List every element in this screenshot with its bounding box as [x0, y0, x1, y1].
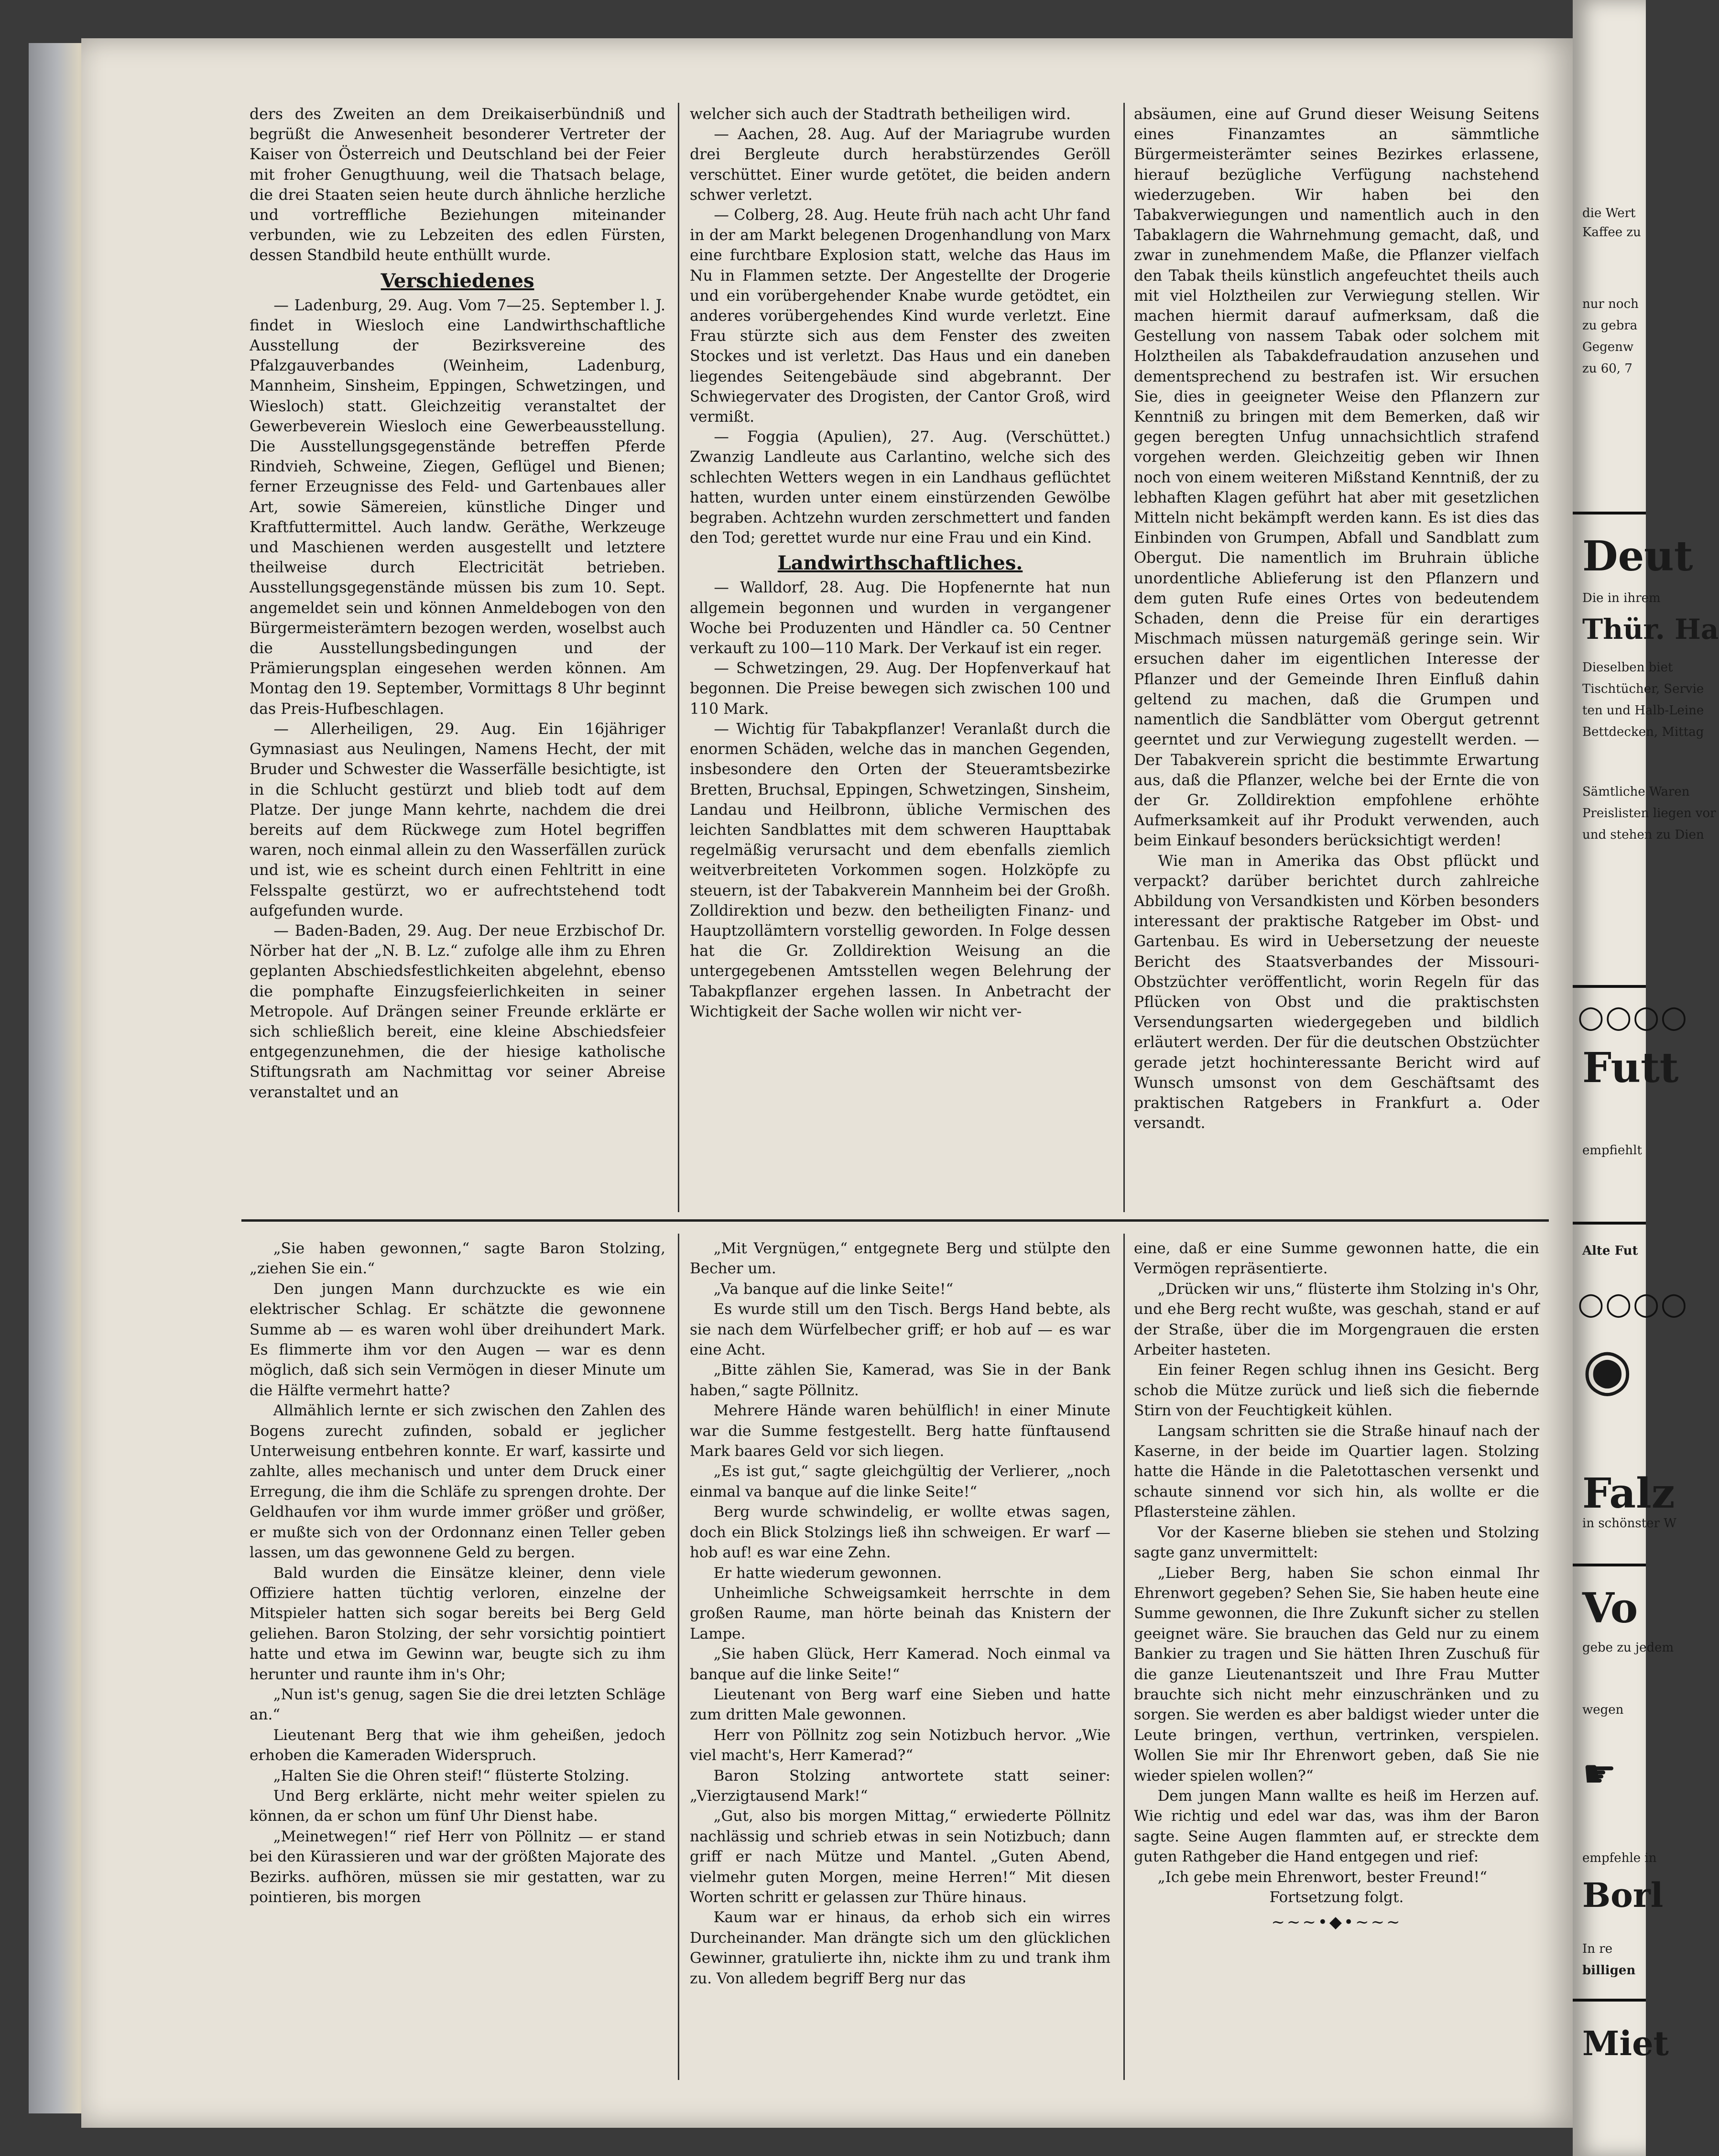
ad-text: Dieselben biet	[1582, 660, 1673, 675]
story-paragraph: Vor der Kaserne blieben sie stehen und Stolzing sagte ganz unvermittelt:	[1134, 1523, 1539, 1562]
ad-text: empfehle in	[1582, 1851, 1657, 1865]
article-tabakpflanzer: — Wichtig für Tabakpflanzer! Veranlaßt durch die enormen Schäden, welche das in manchen Gegenden, insbesondere den Orten der Steueramtsbezirke Bretten, Bruchsal, Eppingen, Schwetzingen, Sinsheim, Landau und Heilbronn, übliche Vermischen des leichten Sandblattes mit dem schweren Haupttabak regelmäßig verursacht und dem ebenfalls ziemlich weitverbreiteten Vorkommen sogen. Holzköpfe zu steuern, ist der Tabakverein Mannheim bei der Großh. Zolldirektion und bezw. den betheiligten Finanz- und Hauptzollämtern vorstellig geworden. In Folge dessen hat die Gr. Zolldirektion Weisung an die untergegebenen Amtsstellen wegen Belehrung der Tabakpflanzer ergehen lassen. In Anbetracht der Wichtigkeit der Sache wollen wir nicht ver-	[690, 720, 1110, 1020]
ad-border-circles: ○○○○	[1578, 1286, 1688, 1322]
ad-text: billigen	[1582, 1963, 1636, 1978]
story-paragraph: Er hatte wiederum gewonnen.	[713, 1564, 942, 1582]
story-paragraph: Es wurde still um den Tisch. Bergs Hand bebte, als sie nach dem Würfelbecher griff; er hob auf — es war eine Acht.	[690, 1301, 1110, 1359]
ad-text: zu gebra	[1582, 318, 1638, 333]
story-paragraph: „Drücken wir uns,“ flüsterte ihm Stolzing in's Ohr, und ehe Berg recht wußte, was geschah, stand er auf der Straße, über die im Morgengrauen die ersten Arbeiter hasteten.	[1134, 1280, 1539, 1359]
feuilleton-column-3	[1134, 1238, 1539, 2085]
column-rule-2	[1123, 103, 1125, 1212]
ad-text: gebe zu jedem	[1582, 1641, 1674, 1655]
feuilleton-divider	[241, 1219, 1549, 1222]
ad-heading: Borl	[1582, 1875, 1664, 1915]
ad-heading: Thür. Ha	[1582, 613, 1719, 646]
ad-text: die Wert	[1582, 206, 1636, 220]
story-paragraph: Kaum war er hinaus, da erhob sich ein wirres Durcheinander. Man drängte sich um den glücklichen Gewinner, gratulierte ihn, nickte ihm zu und trank ihm zu. Von alledem begriff Berg nur das	[690, 1909, 1110, 1987]
ad-text: Die in ihrem	[1582, 591, 1661, 605]
story-paragraph: Mehrere Hände waren behülflich! in einer Minute war die Summe festgestellt. Berg hatte fünftausend Mark baares Geld vor sich liegen.	[690, 1402, 1110, 1460]
article-allerheiligen: — Allerheiligen, 29. Aug. Ein 16jähriger Gymnasiast aus Neulingen, Namens Hecht, der mit Bruder und Schwester die Wasserfälle besichtigte, ist in die Schlucht gestürzt und blieb todt auf dem Platze. Der junge Mann kehrte, nachdem die drei bereits auf dem Rückwege zum Hotel begriffen waren, noch einmal allein zu den Wasserfällen zurück und ist, wie es scheint durch einen Fehltritt in eine Felsspalte gestürzt, wo er aufrechtstehend todt aufgefunden wurde.	[250, 720, 665, 919]
ad-heading: Falz	[1582, 1469, 1675, 1518]
continuation-note: Fortsetzung folgt.	[1269, 1889, 1404, 1906]
story-paragraph: „Gut, also bis morgen Mittag,“ erwiederte Pöllnitz nachlässig und schrieb etwas in sein Notizbuch; dann griff er nach Mütze und Mantel. „Guten Abend, vielmehr guten Morgen, meine Herren!“ Mit diesen Worten schritt er gelassen zur Thüre hinaus.	[690, 1807, 1110, 1906]
article-foggia: — Foggia (Apulien), 27. Aug. (Verschüttet.) Zwanzig Landleute aus Carlantino, welche sich des schlechten Wetters wegen in ein Landhaus geflüchtet hatten, wurden unter einem einstürzenden Gewölbe begraben. Achtzehn wurden zerschmettert und fanden den Tod; gerettet wurde nur eine Frau und ein Kind.	[690, 428, 1110, 547]
article-continuation: welcher sich auch der Stadtrath betheiligen wird.	[690, 106, 1071, 123]
ad-heading: Vo	[1582, 1584, 1638, 1632]
story-paragraph: „Bitte zählen Sie, Kamerad, was Sie in der Bank haben,“ sagte Pöllnitz.	[690, 1361, 1110, 1399]
ad-text: empfiehlt	[1582, 1143, 1642, 1158]
story-paragraph: Berg wurde schwindelig, er wollte etwas sagen, doch ein Blick Stolzings ließ ihn schweigen. Er warf — hob auf! es war eine Zehn.	[690, 1503, 1110, 1562]
article-continuation: absäumen, eine auf Grund dieser Weisung Seitens eines Finanzamtes an sämmtliche Bürgermeisterämter seines Bezirkes erlassene, hierauf bezügliche Verfügung nachstehend wiederzugeben. Wir haben bei den Tabakverwiegungen und namentlich auch in den Tabaklagern die Wahrnehmung gemacht, daß, und zwar in zunehmendem Maße, die Pflanzer vielfach den Tabak theils künstlich angefeuchtet theils auch mit viel Holztheilen zur Verwiegung stellen. Wir machen hiermit darauf aufmerksam, daß die Gestellung von nassem Tabak oder solchem mit Holztheilen als Tabakdefraudation anzusehen und dementsprechend zu bestrafen ist. Wir ersuchen Sie, dies in geeigneter Weise den Pflanzern zur Kenntniß zu bringen mit dem Bemerken, daß wir gegen beregten Unfug unnachsichtlich strafend vorgehen werden. Gleichzeitig geben wir Ihnen noch von einem weiteren Mißstand Kenntniß, der zu lebhaften Klagen geführt hat aber mit gesetzlichen Mitteln nicht bekämpft werden kann. Es ist dies das Einbinden von Grumpen, Abfall und Sandblatt zum Obergut. Die namentlich im Bruhrain übliche unordentliche Ablieferung ist den Pflanzern und dem guten Rufe eines Ortes von bedeutendem Schaden, denn die Preise für ein derartiges Mischmach müssen naturgemäß geringe sein. Wir ersuchen daher im eigentlichen Interesse der Pflanzer und der Gemeinde Ihren Einfluß dahin geltend zu machen, daß die Grumpen und namentlich die Sandblätter vom Obergut getrennt geerntet und zur Verwiegung zugestellt werden. — Der Tabakverein spricht die bestimmte Erwartung aus, daß die Pflanzer, welche bei der Ernte die von der Gr. Zolldirektion empfohlene erhöhte Aufmerksamkeit auf ihr Produkt verwenden, auch beim Einkauf besonders berücksichtigt werden!	[1134, 106, 1539, 850]
ad-rule	[1573, 1999, 1646, 2002]
ad-heading: Miet	[1582, 2024, 1669, 2063]
story-paragraph: Lieutenant Berg that wie ihm geheißen, jedoch erhoben die Kameraden Widerspruch.	[250, 1726, 665, 1764]
story-paragraph: „Es ist gut,“ sagte gleichgültig der Verlierer, „noch einmal va banque auf die linke Seite!“	[690, 1463, 1110, 1500]
column-rule-4	[1123, 1234, 1125, 2080]
ad-border-circles: ○○○○	[1578, 999, 1688, 1035]
story-paragraph: Und Berg erklärte, nicht mehr weiter spielen zu können, da er schon um fünf Uhr Dienst habe.	[250, 1787, 665, 1825]
feuilleton-column-2	[690, 1238, 1110, 2085]
ad-text: Preislisten liegen vor	[1582, 806, 1716, 821]
story-paragraph: „Halten Sie die Ohren steif!“ flüsterte Stolzing.	[273, 1767, 630, 1784]
ad-text: Sämtliche Waren	[1582, 785, 1690, 799]
ad-text: nur noch	[1582, 297, 1639, 311]
ad-heading: Futt	[1582, 1044, 1679, 1092]
ad-text: und stehen zu Dien	[1582, 828, 1704, 842]
ad-text: Alte Fut	[1582, 1244, 1638, 1258]
ad-rule	[1573, 1222, 1646, 1225]
ad-text: Gegenw	[1582, 340, 1634, 354]
adjacent-page-ads	[1573, 0, 1719, 2156]
news-column-2	[690, 104, 1110, 1209]
column-rule-3	[678, 1234, 679, 2080]
story-paragraph: Lieutenant von Berg warf eine Sieben und hatte zum dritten Male gewonnen.	[690, 1685, 1110, 1724]
article-walldorf: — Walldorf, 28. Aug. Die Hopfenernte hat nun allgemein begonnen und wurden in vergangener Woche bei Produzenten und Händler ca. 50 Centner verkauft zu 100—110 Mark. Der Verkauf ist ein reger.	[690, 579, 1110, 657]
story-paragraph: Baron Stolzing antwortete statt seiner: „Vierzigtausend Mark!“	[690, 1767, 1110, 1805]
ad-text: ten und Halb-Leine	[1582, 703, 1704, 718]
feuilleton-column-1	[250, 1238, 665, 2085]
article-schwetzingen: — Schwetzingen, 29. Aug. Der Hopfenverkauf hat begonnen. Die Preise bewegen sich zwischen 100 und 110 Mark.	[690, 660, 1110, 718]
ornament-divider: ~~~•◆•~~~	[1271, 1913, 1402, 1932]
story-paragraph: Ein feiner Regen schlug ihnen ins Gesicht. Berg schob die Mütze zurück und ließ sich die fiebernde Stirn von der Feuchtigkeit kühlen.	[1134, 1361, 1539, 1420]
article-aachen: — Aachen, 28. Aug. Auf der Mariagrube wurden drei Bergleute durch herabstürzendes Geröll verschüttet. Einer wurde getötet, die beiden andern schwer verletzt.	[690, 126, 1110, 204]
story-paragraph: Unheimliche Schweigsamkeit herrschte in dem großen Raume, man hörte beinah das Knistern der Lampe.	[690, 1584, 1110, 1642]
section-heading-landwirthschaftliches: Landwirthschaftliches.	[777, 552, 1023, 575]
ad-text: in schönster W	[1582, 1516, 1676, 1531]
column-rule-1	[678, 103, 679, 1212]
story-paragraph: „Meinetwegen!“ rief Herr von Pöllnitz — er stand bei den Kürassieren und war der größten Majorate des Bezirks. aufhören, müssen sie mir gestatten, war zu pointieren, bis morgen	[250, 1828, 665, 1906]
news-column-3	[1134, 104, 1539, 1209]
story-paragraph: Herr von Pöllnitz zog sein Notizbuch hervor. „Wie viel macht's, Herr Kamerad?“	[690, 1726, 1110, 1764]
story-paragraph: „Va banque auf die linke Seite!“	[713, 1280, 954, 1298]
ad-rule	[1573, 985, 1646, 988]
ad-emblem-icon: ◉	[1582, 1336, 1632, 1403]
ad-heading: Deut	[1582, 532, 1693, 580]
story-paragraph: Langsam schritten sie die Straße hinauf nach der Kaserne, in der beide im Quartier lagen. Stolzing hatte die Hände in die Paletottaschen versenkt und schaute sinnend vor sich hin, als wollte er die Pflastersteine zählen.	[1134, 1422, 1539, 1521]
ad-text: zu 60, 7	[1582, 361, 1632, 376]
ad-text: wegen	[1582, 1703, 1624, 1717]
story-paragraph: „Mit Vergnügen,“ entgegnete Berg und stülpte den Becher um.	[690, 1240, 1110, 1278]
section-heading-verschiedenes: Verschiedenes	[381, 269, 534, 292]
article-amerika-obst: Wie man in Amerika das Obst pflückt und verpackt? darüber berichtet durch zahlreiche Abbildung von Versandkisten und Körben besonders interessant der praktische Ratgeber im Obst- und Gartenbau. Es wird in Uebersetzung der neueste Bericht des Staatsverbandes der Missouri-Obstzüchter veröffentlicht, worin Regeln für das Pflücken von Obst und die praktischsten Versendungsarten wiedergegeben und bildlich erläutert werden. Der für die deutschen Obstzüchter gerade jetzt hochinteressante Bericht wird auf Wunsch umsonst von dem Geschäftsamt des praktischen Ratgebers in Frankfurt a. Oder versandt.	[1134, 852, 1539, 1132]
ad-text: Bettdecken, Mittag	[1582, 725, 1704, 739]
story-paragraph: Allmählich lernte er sich zwischen den Zahlen des Bogens zurecht zufinden, sobald er jeglicher Unterweisung entbehren konnte. Er warf, kassirte und zahlte, alles mechanisch und unter dem Druck einer Erregung, die ihm die Schläfe zu sprengen drohte. Der Geldhaufen vor ihm wurde immer größer und größer, er mußte sich von der Ordonnanz einen Teller geben lassen, um das gewonnene Geld zu bergen.	[250, 1402, 665, 1562]
article-ladenburg: — Ladenburg, 29. Aug. Vom 7—25. September l. J. findet in Wiesloch eine Landwirthschaftliche Ausstellung der Bezirksvereine des Pfalzgauverbandes (Weinheim, Ladenburg, Mannheim, Sinsheim, Eppingen, Schwetzingen, und Wiesloch) statt. Gleichzeitig veranstaltet der Gewerbeverein Wiesloch eine Gewerbeausstellung. Die Ausstellungsgegenstände betreffen Pferde Rindvieh, Schweine, Ziegen, Geflügel und Bienen; ferner Erzeugnisse des Feld- und Gartenbaues aller Art, sowie Sämereien, künstliche Dinger und Kraftfuttermittel. Auch landw. Geräthe, Werkzeuge und Maschienen werden ausgestellt und letztere theilweise durch Electricität betrieben. Ausstellungsgegenstände müssen bis zum 10. Sept. angemeldet sein und können Anmeldebogen von den Bürgermeisterämtern bezogen werden, woselbst auch die Ausstellungsbedingungen und der Prämierungsplan eingesehen werden können. Am Montag den 19. September, Vormittags 8 Uhr beginnt das Preis-Hufbeschlagen.	[250, 296, 665, 718]
ad-text: In re	[1582, 1942, 1613, 1956]
story-paragraph: „Sie haben gewonnen,“ sagte Baron Stolzing, „ziehen Sie ein.“	[250, 1240, 665, 1278]
article-continuation: ders des Zweiten an dem Dreikaiserbündniß und begrüßt die Anwesenheit besonderer Vertreter der Kaiser von Österreich und Deutschland bei der Feier mit froher Genugthuung, weil die Thatsach belage, die drei Staaten seien heute durch ähnliche herzliche und vortreffliche Beziehungen miteinander verbunden, wie zu Lebzeiten des edlen Fürsten, dessen Standbild heute enthüllt wurde.	[250, 106, 665, 264]
ad-rule	[1573, 512, 1646, 514]
story-paragraph: Dem jungen Mann wallte es heiß im Herzen auf. Wie richtig und edel war das, was ihm der Baron sagte. Seine Augen flammten auf, er streckte dem guten Rathgeber die Hand entgegen und rief:	[1134, 1787, 1539, 1866]
story-paragraph: Den jungen Mann durchzuckte es wie ein elektrischer Schlag. Er schätzte die gewonnene Summe ab — es waren wohl über dreihundert Mark. Es flimmerte ihm vor den Augen — war es denn möglich, daß sich sein Vermögen in dieser Minute um die Hälfte vermehrt hatte?	[250, 1280, 665, 1399]
article-colberg: — Colberg, 28. Aug. Heute früh nach acht Uhr fand in der am Markt belegenen Drogenhandlung von Marx eine furchtbare Explosion statt, welche das Haus im Nu in Flammen setzte. Der Angestellte der Drogerie und ein vorübergehender Knabe wurde getödtet, ein anderes vorübergehendes Kind wurde verletzt. Eine Frau stürzte sich aus dem Fenster des zweiten Stockes und ist verletzt. Das Haus und ein daneben liegendes Seitengebäude sind abgebrannt. Der Schwiegervater des Drogisten, der Cantor Groß, wird vermißt.	[690, 207, 1110, 426]
ad-text: Kaffee zu	[1582, 225, 1641, 240]
article-baden-baden: — Baden-Baden, 29. Aug. Der neue Erzbischof Dr. Nörber hat der „N. B. Lz.“ zufolge alle ihm zu Ehren geplanten Abschiedsfestlichkeiten abgelehnt, ebenso die pomphafte Einzugsfeierlichkeiten in seiner Metropole. Auf Drängen seiner Freunde erklärte er sich schließlich bereit, eine kleine Abschiedsfeier entgegenzunehmen, die der hiesige katholische Stiftungsrath am Nachmittag vor seiner Abreise veranstaltet und an	[250, 922, 665, 1101]
ad-text: Tischtücher, Servie	[1582, 682, 1704, 696]
ad-rule	[1573, 1564, 1646, 1566]
story-paragraph: „Lieber Berg, haben Sie schon einmal Ihr Ehrenwort gegeben? Sehen Sie, Sie haben heute eine Summe gewonnen, die Ihre Zukunft sicher zu stellen geeignet wäre. Sie brauchen das Geld nur zu einem Bankier zu tragen und Sie hätten Ihren Zuschuß für die ganze Lieutenantszeit und Ihre Frau Mutter brauchte sich nicht mehr einzuschränken und zu sorgen. Sie werden es aber baldigst wieder unter die Leute bringen, verthun, vertrinken, verspielen. Wollen Sie mir Ihr Ehrenwort geben, daß Sie nie wieder spielen wollen?“	[1134, 1564, 1539, 1784]
story-paragraph: „Nun ist's genug, sagen Sie die drei letzten Schläge an.“	[250, 1685, 665, 1724]
pointing-hand-icon: ☛	[1582, 1751, 1617, 1796]
story-paragraph: eine, daß er eine Summe gewonnen hatte, die ein Vermögen repräsentierte.	[1134, 1240, 1539, 1278]
story-paragraph: „Ich gebe mein Ehrenwort, bester Freund!“	[1157, 1868, 1488, 1886]
news-column-1	[250, 104, 665, 1209]
story-paragraph: „Sie haben Glück, Herr Kamerad. Noch einmal va banque auf die linke Seite!“	[690, 1645, 1110, 1683]
story-paragraph: Bald wurden die Einsätze kleiner, denn viele Offiziere hatten tüchtig verloren, einzelne der Mitspieler hatten sich sogar bereits bei Berg Geld geliehen. Baron Stolzing, der sehr vorsichtig pointiert hatte und etwa im Gewinn war, beugte sich zu ihm herunter und raunte ihm in's Ohr;	[250, 1564, 665, 1683]
